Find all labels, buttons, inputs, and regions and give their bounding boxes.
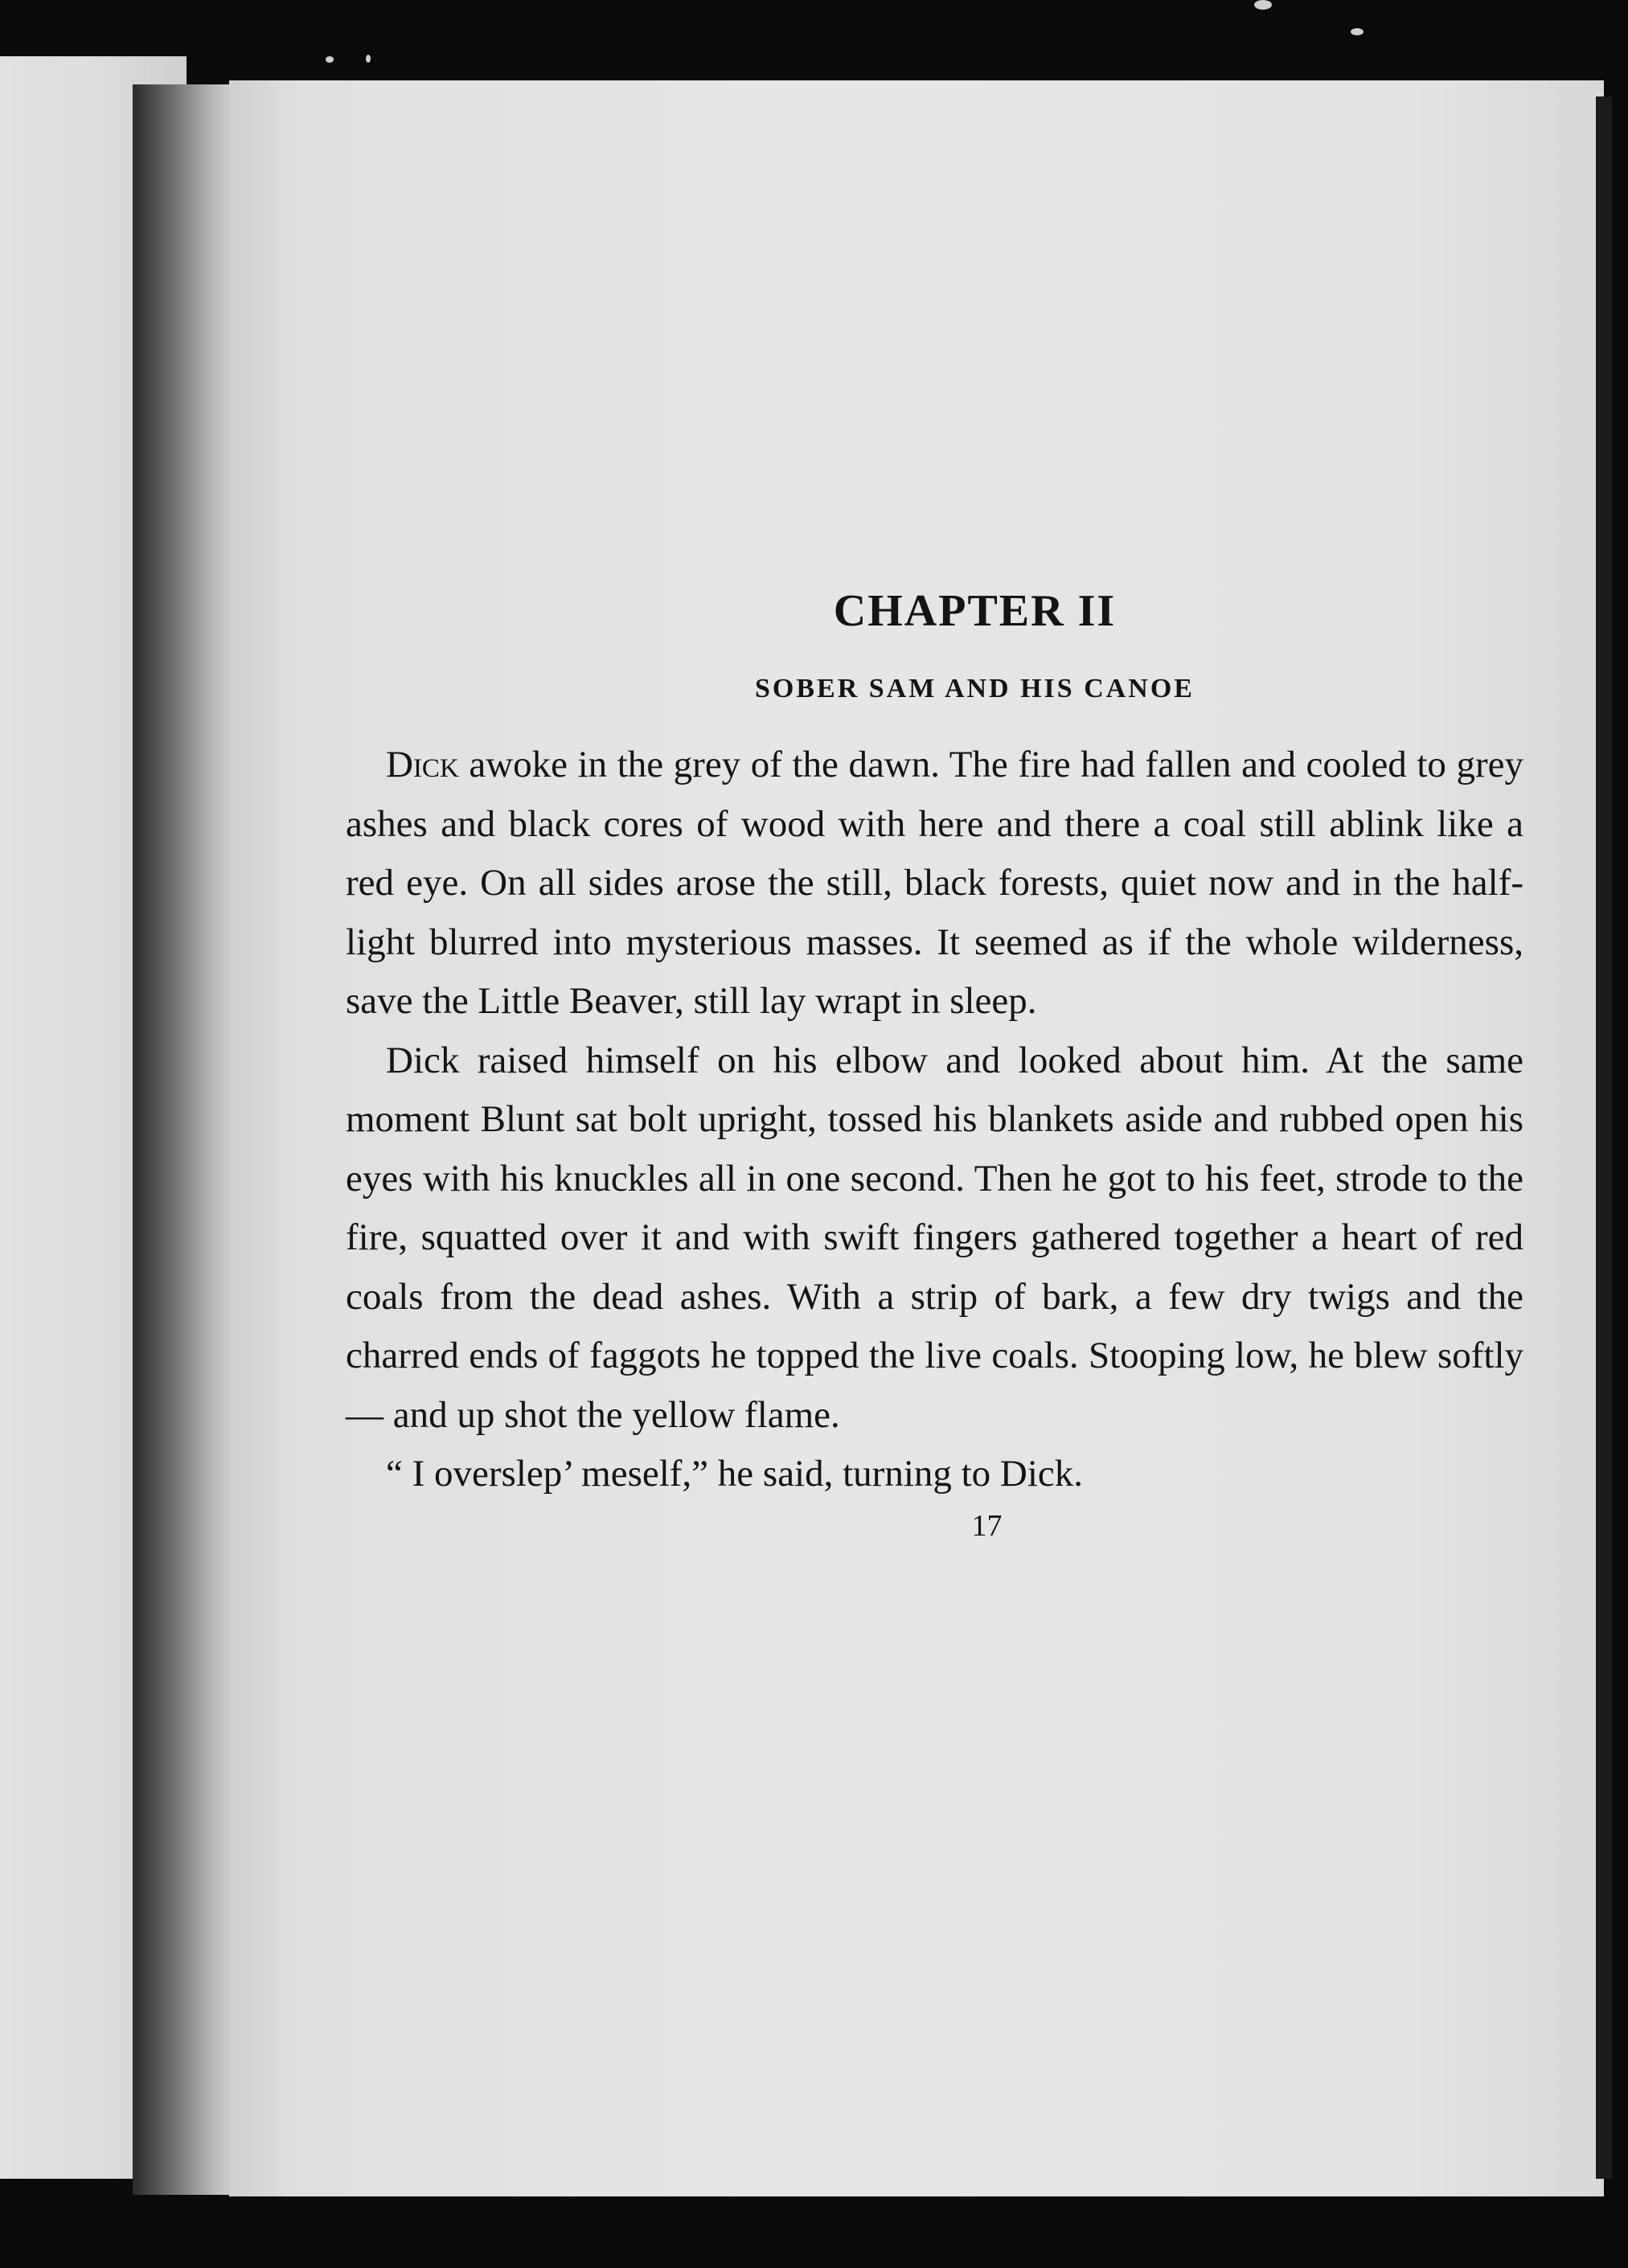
page-edge-shadow (1596, 96, 1612, 2179)
right-page (229, 80, 1604, 2196)
scan-speck (1351, 28, 1364, 35)
paragraph-1 (346, 736, 1523, 1031)
page-text-block (346, 583, 1523, 1544)
scan-speck (1254, 0, 1272, 10)
chapter-subtitle: SOBER SAM AND HIS CANOE (755, 674, 1195, 703)
book-gutter-shadow (133, 84, 233, 2195)
paragraph-lead-word: Dick (386, 744, 459, 785)
paragraph-text: awoke in the grey of the dawn. The fire had fallen and cooled to grey ashes and black cores of wood with here and there a coal still ablink like a red eye. On all sides arose the still, black forests, quiet now and in the half-light blurred into mysterious masses. It seemed as if the whole wilderness, save the Little Beaver, still lay wrapt in sleep. (346, 744, 1523, 1022)
paragraph-3 (346, 1445, 1523, 1504)
page-number: 17 (971, 1508, 1003, 1543)
paragraph-2 (346, 1031, 1523, 1446)
scan-speck (326, 56, 334, 63)
chapter-title: CHAPTER II (833, 586, 1117, 636)
scan-speck (366, 55, 371, 63)
paragraph-text: “ I overslep’ meself,” he said, turning to Dick. (386, 1453, 1084, 1495)
paragraph-text: Dick raised himself on his elbow and looked about him. At the same moment Blunt sat bolt upright, tossed his blankets aside and rubbed open his eyes with his knuckles all in one second. Then he got to his feet, strode to the fire, squatted over it and with swift fingers gathered together a heart of red coals from the dead ashes. With a strip of bark, a few dry twigs and the charred ends of faggots he topped the live coals. Stooping low, he blew softly — and up shot the yellow flame. (346, 1039, 1523, 1436)
